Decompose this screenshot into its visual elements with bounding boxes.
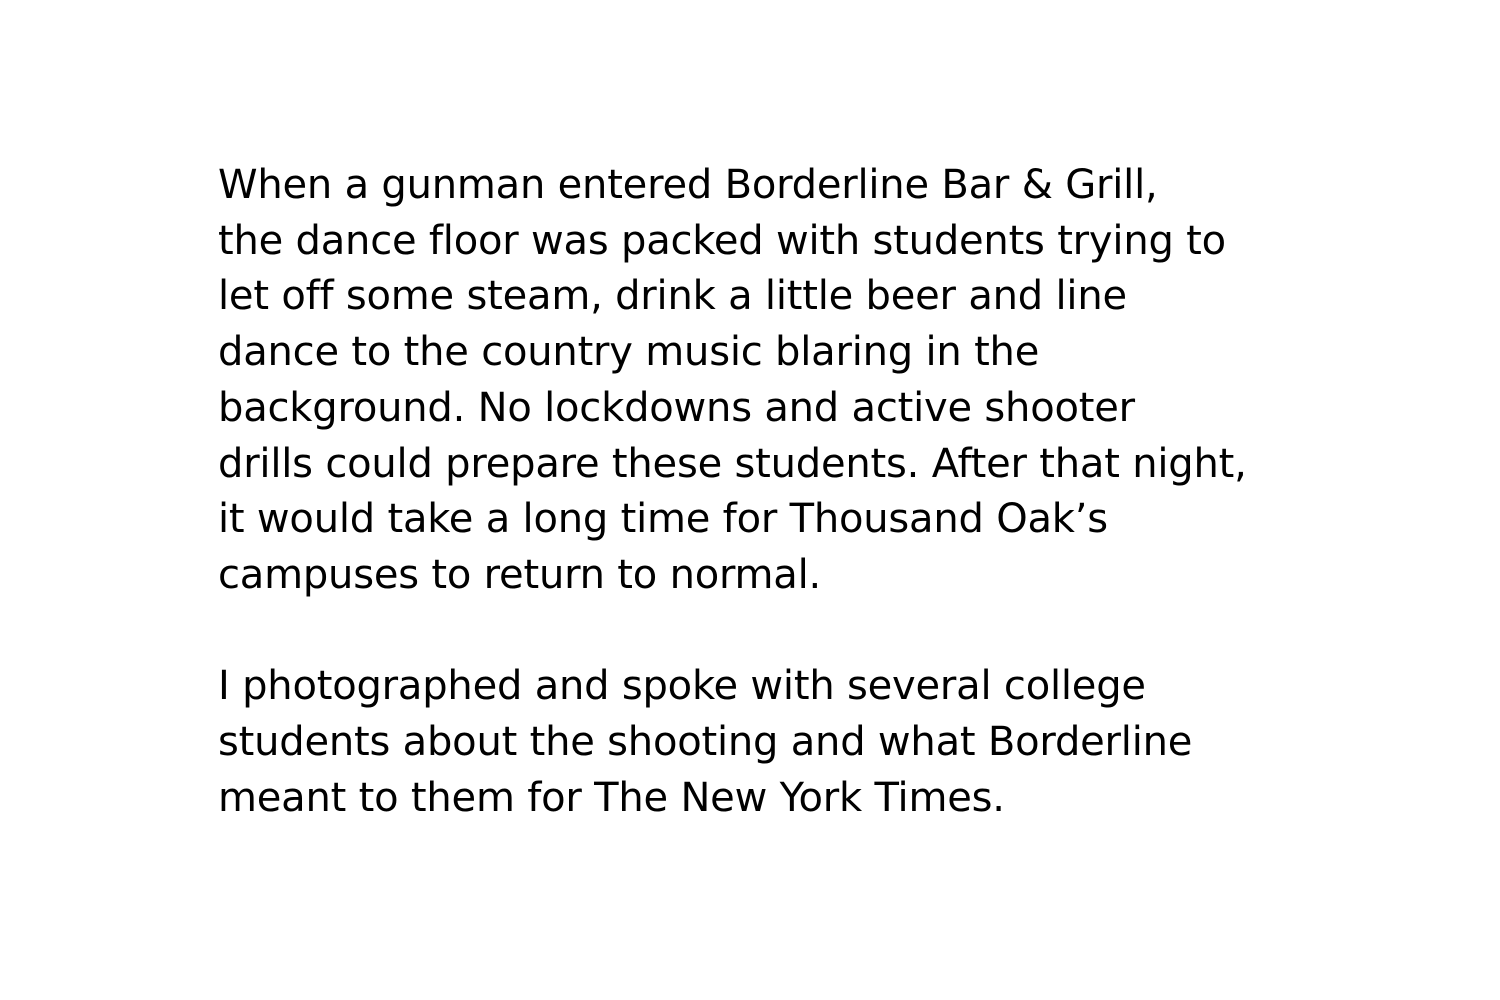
text-line: the dance floor was packed with students trying to: [218, 217, 1226, 264]
text-line: campuses to return to normal.: [218, 551, 822, 598]
text-line: drills could prepare these students. After that night,: [218, 440, 1247, 487]
text-line: it would take a long time for Thousand Oak’s: [218, 496, 1108, 543]
text-line: dance to the country music blaring in the: [218, 329, 1040, 376]
text-line: students about the shooting and what Borderline: [218, 719, 1193, 766]
text-line: let off some steam, drink a little beer and line: [218, 273, 1127, 320]
paragraph-borderline-story: [218, 158, 1418, 604]
text-line: When a gunman entered Borderline Bar & Grill,: [218, 162, 1158, 208]
paragraph-photography-credit: [218, 659, 1418, 826]
text-line: meant to them for The New York Times.: [218, 774, 1005, 821]
statement-text: [218, 158, 1418, 826]
text-line: background. No lockdowns and active shooter: [218, 384, 1135, 431]
text-line: I photographed and spoke with several college: [218, 663, 1146, 710]
